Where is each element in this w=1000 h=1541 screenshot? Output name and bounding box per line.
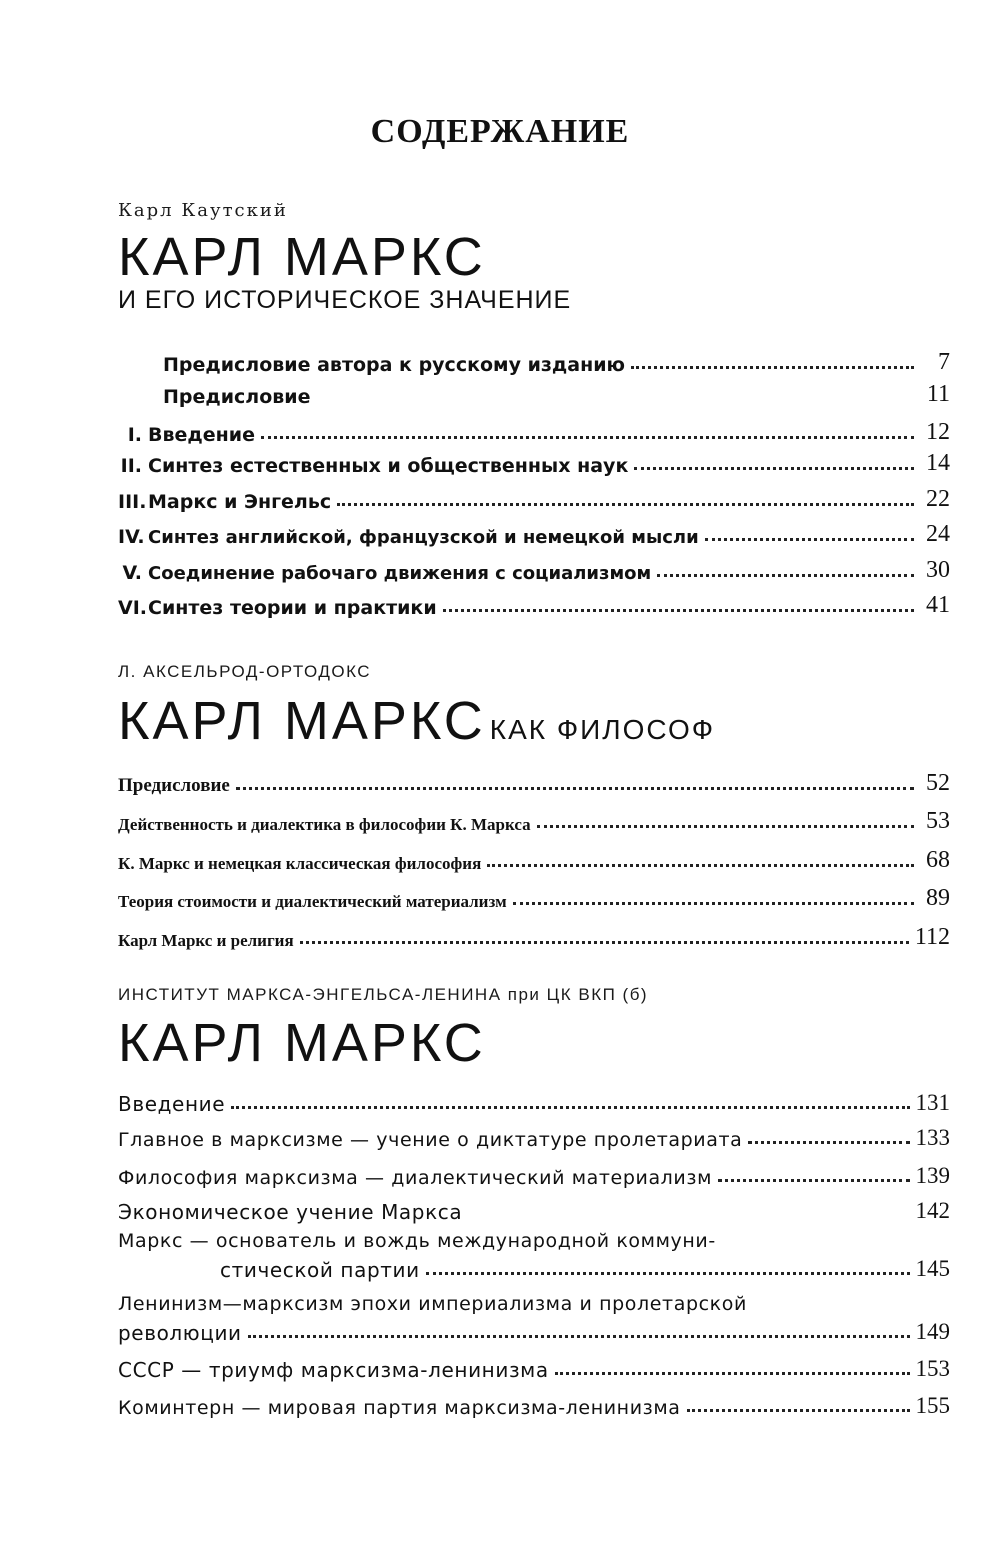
toc-entry[interactable]	[118, 801, 950, 835]
entry-label: Философия марксизма — диалектический материализм	[118, 1167, 713, 1189]
dot-leader	[261, 436, 914, 439]
dot-leader	[631, 366, 914, 369]
entry-page: 112	[914, 924, 950, 950]
entry-label: Предисловие автора к русскому изданию	[163, 354, 625, 376]
dot-leader	[718, 1179, 909, 1182]
entry-label: Введение	[148, 424, 255, 446]
dot-leader	[487, 864, 914, 867]
dot-leader	[300, 941, 909, 944]
entry-label: Карл Маркс и религия	[118, 931, 294, 950]
toc-entry[interactable]	[118, 342, 950, 376]
toc-entry[interactable]	[118, 763, 950, 797]
entry-label: Действенность и диалектика в философии К. Маркса	[118, 815, 531, 834]
section2-title: КАРЛ МАРКС	[118, 691, 486, 751]
entry-page: 22	[926, 486, 950, 512]
entry-number: I.	[127, 424, 142, 446]
dot-leader	[705, 538, 914, 541]
entry-label: Коминтерн — мировая партия марксизма-ленинизма	[118, 1397, 681, 1419]
toc-entry[interactable]	[118, 479, 950, 513]
entry-number: VI.	[118, 597, 147, 619]
entry-number: IV.	[118, 526, 145, 548]
entry-page: 153	[915, 1356, 950, 1381]
entry-page: 145	[915, 1256, 950, 1281]
entry-page: 30	[926, 557, 950, 583]
entry-label: Ленинизм—марксизм эпохи империализма и пролетарской	[118, 1293, 747, 1315]
entry-page: 14	[926, 450, 950, 476]
dot-leader	[337, 503, 914, 506]
section2-heading	[118, 690, 715, 752]
toc-entry[interactable]	[118, 1293, 950, 1345]
section3-title: КАРЛ МАРКС	[118, 1013, 486, 1073]
toc-entry[interactable]	[118, 917, 950, 951]
entry-page: 12	[926, 419, 950, 445]
toc-entry[interactable]	[118, 412, 950, 446]
entry-page: 41	[926, 592, 950, 618]
dot-leader	[657, 574, 914, 577]
entry-page: 89	[926, 885, 950, 911]
entry-label: Предисловие	[118, 775, 230, 796]
dot-leader	[748, 1141, 909, 1144]
dot-leader	[236, 787, 914, 790]
toc-entry[interactable]	[118, 1190, 950, 1224]
entry-page: 133	[915, 1125, 950, 1150]
section1-subtitle: И ЕГО ИСТОРИЧЕСКОЕ ЗНАЧЕНИЕ	[118, 286, 572, 314]
section2-subtitle: КАК ФИЛОСОФ	[489, 714, 716, 745]
entry-number: II.	[120, 455, 142, 477]
dot-leader	[443, 609, 914, 612]
entry-number: III.	[118, 491, 147, 513]
entry-label: Теория стоимости и диалектический материализм	[118, 892, 507, 911]
dot-leader	[513, 902, 914, 905]
entry-page: 52	[926, 770, 950, 796]
dot-leader	[248, 1335, 910, 1338]
entry-page: 53	[926, 808, 950, 834]
section1-title: КАРЛ МАРКС	[118, 227, 486, 287]
page-title: СОДЕРЖАНИЕ	[370, 113, 630, 150]
dot-leader	[634, 467, 914, 470]
section2-author: Л. АКСЕЛЬРОД-ОРТОДОКС	[118, 662, 372, 681]
toc-entry[interactable]	[118, 1348, 950, 1382]
entry-label: Маркс — основатель и вождь международной коммуни-	[118, 1230, 716, 1252]
toc-entry[interactable]	[118, 443, 950, 477]
entry-page: 68	[926, 847, 950, 873]
entry-label: Введение	[118, 1092, 226, 1116]
entry-page: 11	[926, 381, 950, 407]
toc-entry[interactable]	[118, 1117, 950, 1151]
toc-entry[interactable]	[118, 550, 950, 584]
entry-label: Синтез английской, французской и немецкой мысли	[148, 527, 699, 548]
toc-entry[interactable]	[118, 1082, 950, 1116]
entry-continuation	[118, 1252, 950, 1282]
entry-label: Синтез теории и практики	[148, 597, 437, 619]
dot-leader	[317, 398, 914, 401]
toc-entry[interactable]	[118, 878, 950, 912]
entry-page: 142	[915, 1198, 950, 1223]
entry-label: К. Маркс и немецкая классическая философия	[118, 854, 482, 873]
section1-author: Карл Каутский	[118, 200, 288, 221]
dot-leader	[555, 1372, 910, 1375]
entry-page: 7	[938, 349, 950, 375]
dot-leader	[537, 825, 914, 828]
entry-label: Главное в марксизме — учение о диктатуре пролетариата	[118, 1129, 743, 1151]
toc-entry[interactable]	[118, 1155, 950, 1189]
toc-entry[interactable]	[118, 840, 950, 874]
entry-page: 149	[915, 1319, 950, 1344]
entry-number: V.	[122, 562, 142, 584]
entry-label: Соединение рабочаго движения с социализмом	[148, 563, 652, 584]
entry-label-cont: революции	[118, 1321, 242, 1345]
dot-leader	[687, 1409, 910, 1412]
dot-leader	[468, 1214, 909, 1217]
entry-label: Синтез естественных и общественных наук	[148, 455, 629, 477]
entry-label-cont: стической партии	[220, 1258, 420, 1282]
entry-label: СССР — триумф марксизма-ленинизма	[118, 1358, 549, 1382]
entry-page: 139	[915, 1163, 950, 1188]
entry-label: Предисловие	[163, 386, 311, 408]
entry-label: Экономическое учение Маркса	[118, 1200, 463, 1224]
entry-page: 155	[915, 1393, 950, 1418]
dot-leader	[426, 1272, 910, 1275]
entry-label: Маркс и Энгельс	[148, 491, 332, 513]
dot-leader	[231, 1106, 909, 1109]
toc-entry[interactable]	[118, 1230, 950, 1282]
toc-entry[interactable]	[118, 1385, 950, 1419]
entry-page: 131	[915, 1090, 950, 1115]
toc-entry[interactable]	[118, 374, 950, 408]
section3-author: ИНСТИТУТ МАРКСА-ЭНГЕЛЬСА-ЛЕНИНА при ЦК ВКП (б)	[118, 985, 649, 1004]
entry-continuation	[118, 1315, 950, 1345]
toc-entry[interactable]	[118, 514, 950, 548]
entry-page: 24	[926, 521, 950, 547]
toc-entry[interactable]	[118, 585, 950, 619]
